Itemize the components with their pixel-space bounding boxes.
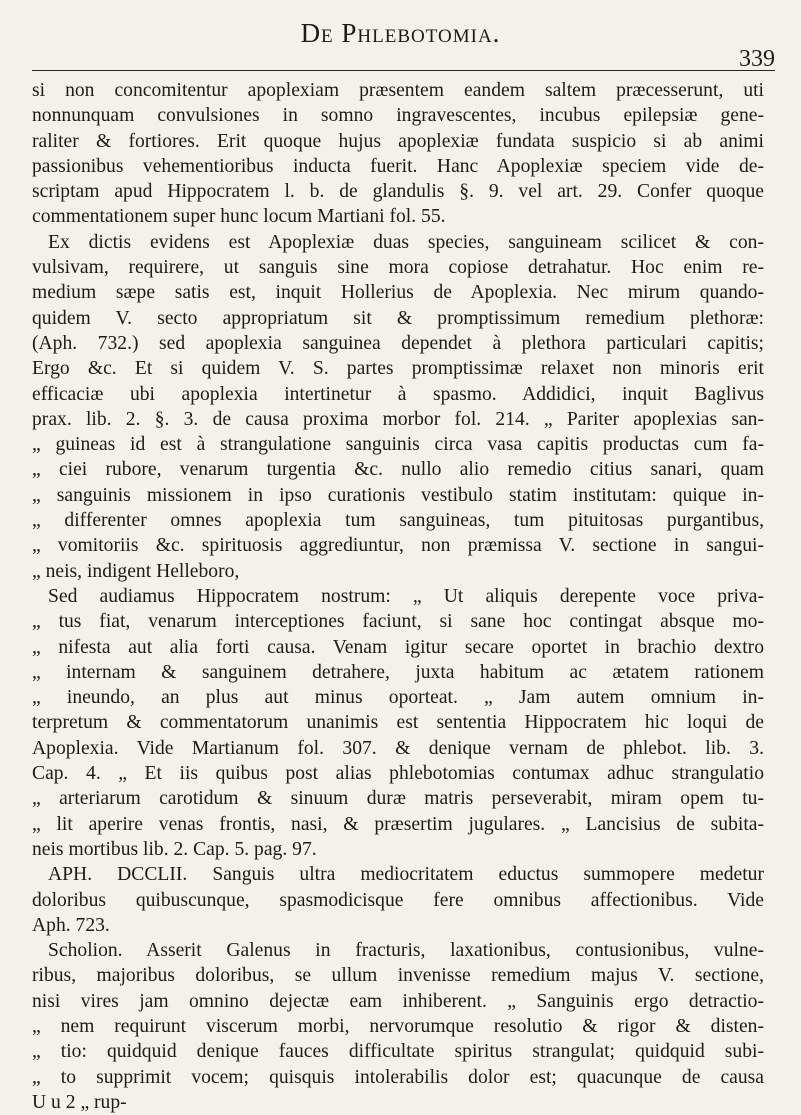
text-line: „ sanguinis missionem in ipso curationis vestibulo statim institutam: quique in-: [32, 484, 764, 506]
text-line: Aph. 723.: [32, 914, 110, 936]
text-line: „ nifesta aut alia forti causa. Venam igitur secare oportet in brachio dextro: [32, 636, 764, 658]
text-line: scriptam apud Hippocratem l. b. de glandulis §. 9. vel art. 29. Confer quoque: [32, 181, 764, 203]
text-line: „ vomitoriis &c. spirituosis aggrediuntur, non præmissa V. sectione in sangui-: [32, 535, 764, 557]
text-line: efficaciæ ubi apoplexia intertinetur à spasmo. Addidici, inquit Baglivus: [32, 383, 764, 405]
text-line: APH. DCCLII. Sanguis ultra mediocritatem eductus summopere medetur: [48, 864, 764, 886]
body-text: [32, 78, 764, 1115]
text-line: Cap. 4. „ Et iis quibus post alias phlebotomias contumax adhuc strangulatio: [32, 763, 764, 785]
running-head: De Phlebotomia.: [300, 18, 501, 48]
text-line: (Aph. 732.) sed apoplexia sanguinea dependet à plethora particulari capitis;: [32, 332, 764, 354]
text-line: Apoplexia. Vide Martianum fol. 307. & denique vernam de phlebot. lib. 3.: [32, 737, 764, 759]
text-line: „ lit aperire venas frontis, nasi, & præsertim jugulares. „ Lancisius de subita-: [32, 813, 764, 835]
text-line: „ arteriarum carotidum & sinuum duræ matris perseverabit, miram opem tu-: [32, 788, 764, 810]
text-line: „ neis, indigent Helleboro,: [32, 560, 240, 582]
text-line: quidem V. secto appropriatum sit & promptissimum remedium plethoræ:: [32, 307, 764, 329]
text-line: „ tus fiat, venarum interceptiones faciunt, si sane hoc contingat absque mo-: [32, 611, 764, 633]
text-line: raliter & fortiores. Erit quoque hujus apoplexiæ fundata suspicio si ab animi: [32, 130, 764, 152]
text-line: Sed audiamus Hippocratem nostrum: „ Ut aliquis derepente voce priva-: [48, 585, 764, 607]
text-line: Ergo &c. Et si quidem V. S. partes promptissimæ relaxet non minoris erit: [32, 358, 764, 380]
text-line: terpretum & commentatorum unanimis est sententia Hippocratem hic loqui de: [32, 712, 764, 734]
text-line: vulsivam, requirere, ut sanguis sine mora copiose detrahatur. Hoc enim re-: [32, 257, 764, 279]
text-line: nonnunquam convulsiones in somno ingravescentes, incubus epilepsiæ gene-: [32, 105, 764, 127]
text-line: „ nem requirunt viscerum morbi, nervorumque resolutio & rigor & disten-: [32, 1015, 764, 1037]
text-line: nisi vires jam omnino dejectæ eam inhiberent. „ Sanguinis ergo detractio-: [32, 990, 764, 1012]
text-line: ribus, majoribus doloribus, se ullum invenisse remedium majus V. sectione,: [32, 965, 764, 987]
page-number: 339: [739, 46, 775, 72]
text-line: „ differenter omnes apoplexia tum sanguineas, tum pituitosas purgantibus,: [32, 510, 764, 532]
page-header: [0, 10, 801, 70]
text-line: „ to supprimit vocem; quisquis intolerabilis dolor est; quacunque de causa: [32, 1066, 764, 1088]
text-line: Ex dictis evidens est Apoplexiæ duas species, sanguineam scilicet & con-: [48, 231, 764, 253]
text-line: commentationem super hunc locum Martiani fol. 55.: [32, 206, 446, 228]
text-line: medium sæpe satis est, inquit Hollerius de Apoplexia. Nec mirum quando-: [32, 282, 764, 304]
text-line: „ internam & sanguinem detrahere, juxta habitum ac ætatem rationem: [32, 661, 764, 683]
text-line: neis mortibus lib. 2. Cap. 5. pag. 97.: [32, 838, 317, 860]
text-line: Scholion. Asserit Galenus in fracturis, laxationibus, contusionibus, vulne-: [48, 940, 764, 962]
text-line: „ ineundo, an plus aut minus oporteat. „ Jam autem omnium in-: [32, 687, 764, 709]
text-line: doloribus quibuscunque, spasmodicisque fere omnibus affectionibus. Vide: [32, 889, 764, 911]
text-line: „ tio: quidquid denique fauces difficultate spiritus strangulat; quidquid subi-: [32, 1041, 764, 1063]
text-line: si non concomitentur apoplexiam præsentem eandem saltem præcesserunt, uti: [32, 80, 764, 101]
header-rule: [32, 70, 775, 71]
text-line: U u 2 „ rup-: [32, 1091, 127, 1113]
text-line: passionibus vehementioribus inducta fuerit. Hanc Apoplexiæ speciem vide de-: [32, 155, 764, 177]
text-line: prax. lib. 2. §. 3. de causa proxima morbor fol. 214. „ Pariter apoplexias san-: [32, 408, 764, 430]
text-line: „ ciei rubore, venarum turgentia &c. nullo alio remedio citius sanari, quam: [32, 459, 764, 481]
text-line: „ guineas id est à strangulatione sanguinis circa vasa capitis productas cum fa-: [32, 434, 764, 456]
